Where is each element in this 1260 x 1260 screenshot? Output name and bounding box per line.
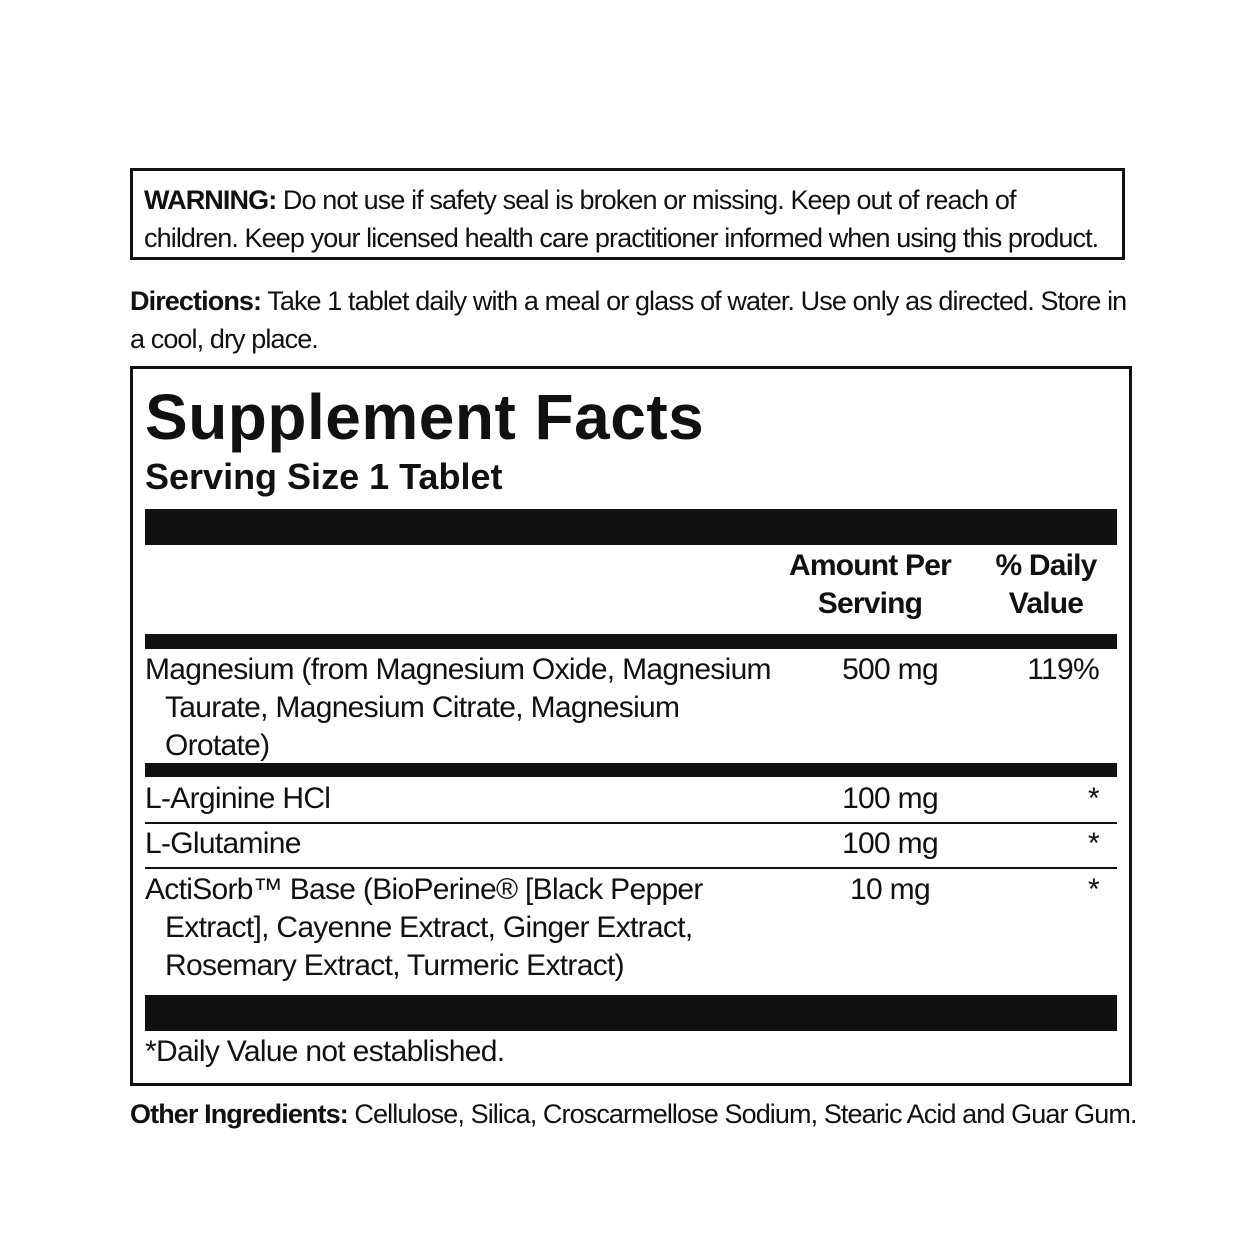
facts-title: Supplement Facts: [145, 381, 705, 453]
nutrient-name: L-Glutamine: [145, 827, 301, 860]
nutrient-daily-value: 119%: [1027, 653, 1099, 686]
other-ingredients-text: Cellulose, Silica, Croscarmellose Sodium, Stearic Acid and Guar Gum.: [347, 1099, 1137, 1129]
thin-divider: [145, 867, 1117, 869]
nutrient-row-magnesium: [145, 651, 1117, 763]
warning-box: [130, 168, 1125, 260]
nutrient-name: L-Arginine HCl: [145, 782, 331, 815]
thick-divider: [145, 509, 1117, 545]
nutrient-daily-value: *: [1088, 873, 1099, 906]
supplement-facts-panel: [130, 366, 1132, 1086]
directions-text: Take 1 tablet daily with a meal or glass of water. Use only as directed. Store in a cool, dry place.: [130, 286, 1127, 354]
medium-divider: [145, 634, 1117, 649]
nutrient-amount: 100 mg: [842, 782, 938, 815]
nutrient-amount: 500 mg: [842, 653, 938, 686]
nutrient-daily-value: *: [1088, 782, 1099, 815]
directions-label: Directions:: [130, 286, 262, 316]
daily-value-header: % Daily Value: [995, 549, 1097, 620]
nutrient-name: ActiSorb™ Base (BioPerine® [Black Pepper Extract], Cayenne Extract, Ginger Extract, Rosemary Extract, Turmeric Extract): [145, 873, 703, 982]
thin-divider: [145, 822, 1117, 824]
other-ingredients: [130, 1095, 1137, 1133]
nutrient-daily-value: *: [1088, 827, 1099, 860]
warning-text: Do not use if safety seal is broken or missing. Keep out of reach of children. Keep your licensed health care practitioner informed when using this product.: [144, 185, 1099, 253]
thick-divider: [145, 995, 1117, 1031]
daily-value-footnote: *Daily Value not established.: [145, 1035, 505, 1068]
other-ingredients-label: Other Ingredients:: [130, 1099, 348, 1129]
nutrient-amount: 100 mg: [842, 827, 938, 860]
nutrient-name: Magnesium (from Magnesium Oxide, Magnesium Taurate, Magnesium Citrate, Magnesium Orotate): [145, 653, 771, 762]
amount-per-serving-header: Amount Per Serving: [788, 549, 951, 620]
nutrient-amount: 10 mg: [850, 873, 930, 906]
medium-divider: [145, 763, 1117, 777]
directions: [130, 282, 1130, 358]
warning-label: WARNING:: [144, 185, 277, 215]
serving-size: Serving Size 1 Tablet: [145, 456, 503, 497]
